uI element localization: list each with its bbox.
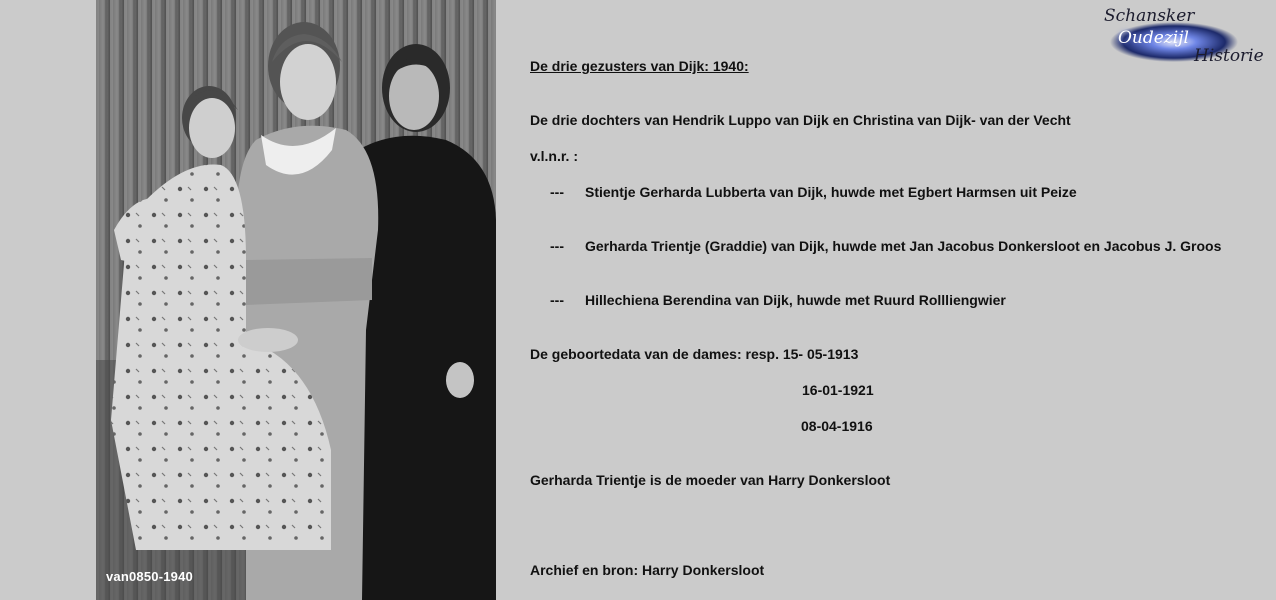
site-logo[interactable] xyxy=(1098,2,1270,68)
person-text: Stientje Gerharda Lubberta van Dijk, huwde met Egbert Harmsen uit Peize xyxy=(585,184,1077,200)
person-text: Hillechiena Berendina van Dijk, huwde met Ruurd Rollliengwier xyxy=(585,292,1006,308)
mother-note: Gerharda Trientje is de moeder van Harry Donkersloot xyxy=(530,472,891,488)
intro-text: De drie dochters van Hendrik Luppo van Dijk en Christina van Dijk- van der Vecht xyxy=(530,112,1071,128)
photo-illustration xyxy=(96,0,496,600)
sisters-photo xyxy=(96,0,496,600)
birthdates-label: De geboortedata van de dames: resp. 15- 05-1913 xyxy=(530,346,859,362)
dash-marker: --- xyxy=(550,184,564,200)
vlnr-label: v.l.n.r. : xyxy=(530,148,578,164)
logo-line-3: Historie xyxy=(1194,46,1264,66)
logo-line-2: Oudezijl xyxy=(1118,28,1189,48)
logo-line-1: Schansker xyxy=(1104,6,1195,26)
birthdate-3: 08-04-1916 xyxy=(801,418,873,434)
page-title: De drie gezusters van Dijk: 1940: xyxy=(530,58,749,74)
person-text: Gerharda Trientje (Graddie) van Dijk, huwde met Jan Jacobus Donkersloot en Jacobus J. Groos xyxy=(585,238,1222,254)
photo-caption: van0850-1940 xyxy=(106,569,193,584)
source-note: Archief en bron: Harry Donkersloot xyxy=(530,562,765,578)
birthdate-2: 16-01-1921 xyxy=(802,382,874,398)
dash-marker: --- xyxy=(550,238,564,254)
dash-marker: --- xyxy=(550,292,564,308)
